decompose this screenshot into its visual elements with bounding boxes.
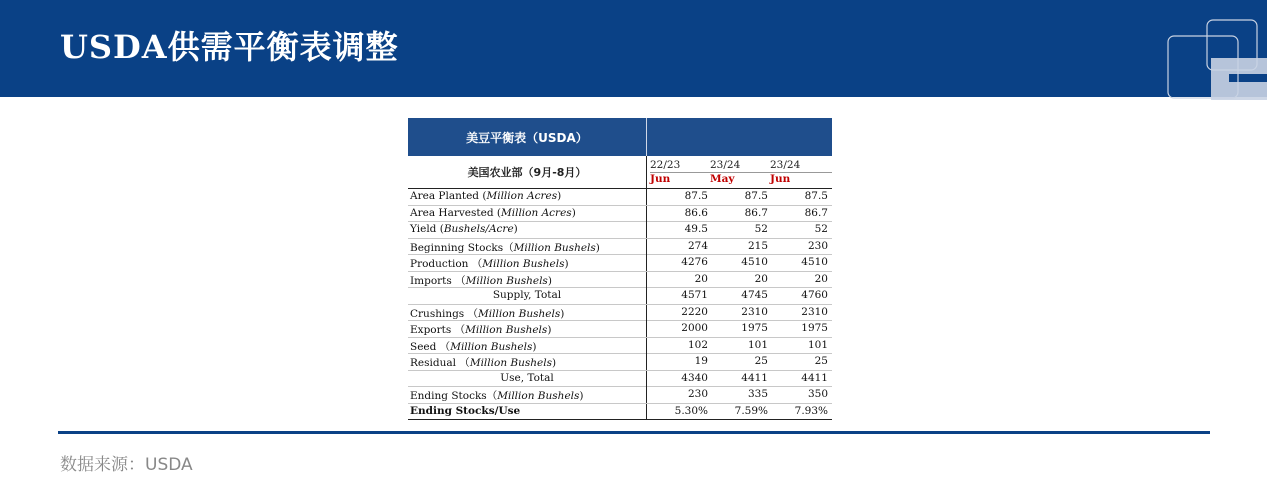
row-label-text: Ending Stocks（ [410,390,498,402]
cell-value: 87.5 [744,190,768,202]
cell-value: 4340 [681,371,708,384]
row-label [410,405,520,417]
row-unit: Million Bushels [478,307,561,320]
cell-value: 20 [814,272,828,285]
row-label-suffix: ) [547,274,552,287]
column-divider [646,338,647,354]
cell-value: 101 [747,338,768,351]
row-unit: Million Acres [486,190,558,202]
table-row [408,272,832,289]
row-unit: Million Bushels [465,274,548,287]
row-label [410,273,552,288]
table-column-header-row [408,156,832,189]
row-label-suffix: ) [513,223,518,235]
row-label-text: Beginning Stocks（ [410,241,514,254]
row-unit: Million Bushels [482,258,565,270]
cell-value: 2220 [681,305,708,318]
table-row [408,371,832,388]
row-label-suffix: ) [547,324,552,336]
cell-value: 25 [754,355,768,367]
table-row [408,189,832,206]
cell-value: 274 [687,239,708,252]
row-label [410,322,551,337]
table-body [408,189,832,420]
cell-value: 4510 [741,256,768,268]
cell-value: 19 [694,355,708,367]
row-label-text: Crushings （ [410,307,479,320]
cell-value: 230 [807,239,828,252]
row-label [410,240,600,255]
cell-value: 87.5 [804,190,828,202]
column-month: Jun [770,173,791,185]
row-label-text: Seed （ [410,340,451,353]
cell-value: 4745 [741,289,768,301]
row-label [408,289,646,301]
column-divider [646,206,647,222]
row-unit: Million Bushels [513,241,596,254]
column-header-3 [770,159,832,186]
row-label [410,339,537,354]
column-divider [646,404,647,420]
row-label-text: Imports （ [410,274,466,287]
cell-value: 215 [747,239,768,252]
row-unit: Million Bushels [469,357,553,369]
column-divider [646,272,647,288]
cell-value: 4510 [801,256,828,268]
table-row [408,305,832,322]
cell-value: 4411 [801,371,828,384]
row-label-suffix: ) [595,241,600,254]
cell-value: 2000 [681,322,708,334]
row-label-suffix: ) [571,206,576,219]
cell-value: 1975 [801,322,828,334]
row-label [410,223,518,235]
cell-value: 20 [754,272,768,285]
cell-value: 4760 [801,289,828,301]
table-row [408,255,832,272]
cell-value: 52 [814,223,828,235]
row-label-text: Supply, Total [492,289,562,301]
cell-value: 25 [814,355,828,367]
cell-value: 86.6 [684,206,708,219]
cell-value: 2310 [741,305,768,318]
row-unit: Bushels/Acre [443,223,514,235]
column-year: 23/24 [770,159,832,173]
row-label-suffix: ) [532,340,537,353]
table-row [408,338,832,355]
column-year: 22/23 [650,159,712,173]
column-divider [646,239,647,255]
table-row [408,404,832,421]
cell-value: 20 [694,272,708,285]
row-label-text: Use, Total [500,371,554,384]
cell-value: 335 [747,388,768,400]
cell-value: 5.30% [674,404,708,417]
column-divider [646,118,647,156]
cell-value: 4276 [681,256,708,268]
row-unit: Million Bushels [465,324,548,336]
cell-value: 101 [807,338,828,351]
cell-value: 86.7 [804,206,828,219]
row-label-suffix: ) [579,390,584,402]
row-label-text: Production （ [410,258,483,270]
footer-divider [58,431,1210,434]
row-label [410,256,569,271]
logo-icon [1167,18,1267,100]
column-divider [646,255,647,271]
cell-value: 230 [687,388,708,400]
soybean-balance-table [408,118,832,420]
table-caption-row [408,118,832,156]
row-label-suffix: ) [557,190,562,202]
column-year: 23/24 [710,159,772,173]
cell-value: 7.93% [794,404,828,417]
row-label-suffix: ) [560,307,565,320]
row-label-text: Residual （ [410,357,470,369]
row-label [410,207,576,219]
row-label-suffix: ) [552,357,557,369]
page-title: USDA供需平衡表调整 [60,28,399,66]
table-row [408,288,832,305]
row-label [410,355,556,370]
cell-value: 49.5 [684,223,708,235]
cell-value: 102 [687,338,708,351]
cell-value: 4571 [681,289,708,301]
cell-value: 52 [754,223,768,235]
column-divider [646,371,647,387]
column-divider [646,222,647,238]
row-label [410,388,584,403]
header-banner [0,0,1267,97]
row-label [408,372,646,384]
row-label [410,190,561,202]
row-label-text: Exports （ [410,324,466,336]
column-divider [646,321,647,337]
table-row [408,354,832,371]
row-unit: Million Bushels [497,390,580,402]
cell-value: 4411 [741,371,768,384]
table-row [408,239,832,256]
row-label-suffix: ) [564,258,569,270]
column-divider [646,288,647,304]
department-label: 美国农业部（9月-8月） [467,166,587,179]
row-label-text: Ending Stocks/Use [410,404,521,417]
row-label-text: Area Planted ( [410,190,487,202]
row-unit: Million Acres [500,206,572,219]
row-label-text: Yield ( [410,223,444,235]
table-caption: 美豆平衡表（USDA） [466,130,588,145]
row-unit: Million Bushels [450,340,533,353]
table-row [408,387,832,404]
column-divider [646,305,647,321]
column-divider [646,156,647,188]
table-row [408,321,832,338]
cell-value: 2310 [801,305,828,318]
row-label [410,306,564,321]
column-month: May [710,173,735,185]
cell-value: 86.7 [744,206,768,219]
column-header-1 [650,159,712,186]
column-divider [646,387,647,403]
column-header-2 [710,159,772,186]
table-row [408,206,832,223]
row-label-text: Area Harvested ( [410,206,501,219]
cell-value: 7.59% [734,404,768,417]
column-divider [646,189,647,205]
cell-value: 1975 [741,322,768,334]
cell-value: 87.5 [684,190,708,202]
table-row [408,222,832,239]
column-month: Jun [650,173,671,185]
cell-value: 350 [807,388,828,400]
column-divider [646,354,647,370]
data-source-note: 数据来源：USDA [60,455,193,475]
